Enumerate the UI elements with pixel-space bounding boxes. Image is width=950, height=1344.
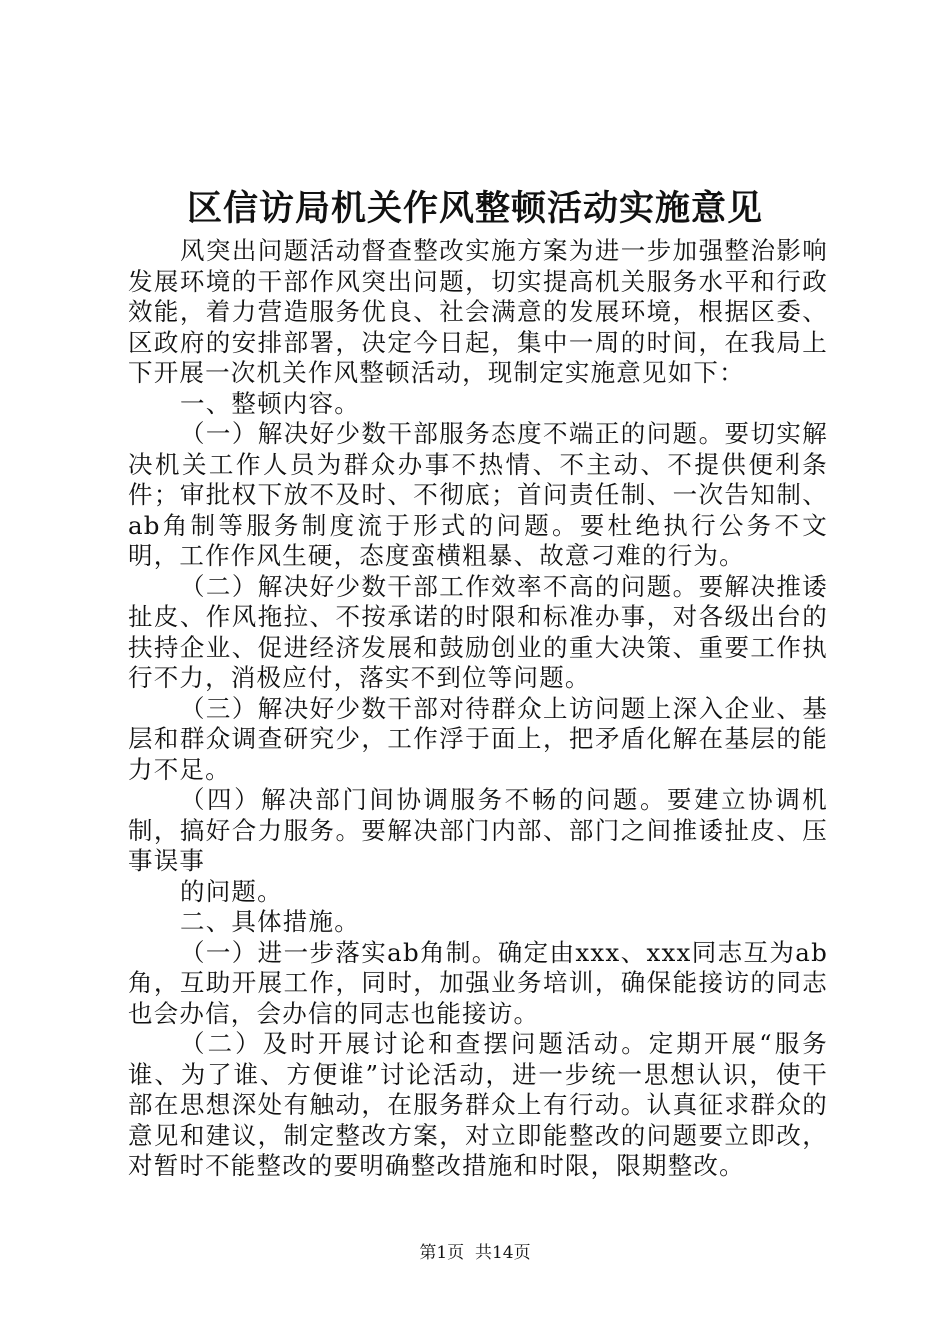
page-footer: 第1页 共14页 <box>419 1243 531 1263</box>
paragraph-continuation: 的问题。 <box>180 876 283 906</box>
paragraph-item-1-2: （二）解决好少数干部工作效率不高的问题。要解决推诿扯皮、作风拖拉、不按承诺的时限和标准办事，对各级出台的扶持企业、促进经济发展和鼓励创业的重大决策、重要工作执行不力，消极应付，落实不到位等问题。 <box>128 571 828 692</box>
paragraph-intro: 风突出问题活动督查整改实施方案为进一步加强整治影响发展环境的干部作风突出问题，切实提高机关服务水平和行政效能，着力营造服务优良、社会满意的发展环境，根据区委、区政府的安排部署，决定今日起，集中一周的时间，在我局上下开展一次机关作风整顿活动，现制定实施意见如下： <box>128 236 828 387</box>
document-title: 区信访局机关作风整顿活动实施意见 <box>186 188 763 229</box>
paragraph-item-1-4: （四）解决部门间协调服务不畅的问题。要建立协调机制，搞好合力服务。要解决部门内部、部门之间推诿扯皮、压事误事 <box>128 785 828 875</box>
section-heading-1: 一、整顿内容。 <box>180 388 360 418</box>
paragraph-item-1-3: （三）解决好少数干部对待群众上访问题上深入企业、基层和群众调查研究少，工作浮于面上，把矛盾化解在基层的能力不足。 <box>128 693 828 784</box>
paragraph-item-2-1: （一）进一步落实ab角制。确定由xxx、xxx同志互为ab角，互助开展工作，同时，加强业务培训，确保能接访的同志也会办信，会办信的同志也能接访。 <box>128 937 828 1028</box>
section-heading-2: 二、具体措施。 <box>180 907 360 936</box>
paragraph-item-1-1: （一）解决好少数干部服务态度不端正的问题。要切实解决机关工作人员为群众办事不热情、不主动、不提供便利条件；审批权下放不及时、不彻底；首问责任制、一次告知制、ab角制等服务制度流于形式的问题。要杜绝执行公务不文明，工作作风生硬，态度蛮横粗暴、故意刁难的行为。 <box>128 419 828 570</box>
paragraph-item-2-2: （二）及时开展讨论和查摆问题活动。定期开展“服务谁、为了谁、方便谁”讨论活动，进一步统一思想认识，使干部在思想深处有触动，在服务群众上有行动。认真征求群众的意见和建议，制定整改方案，对立即能整改的问题要立即改，对暂时不能整改的要明确整改措施和时限，限期整改。 <box>128 1029 828 1180</box>
document-body <box>128 236 828 1182</box>
